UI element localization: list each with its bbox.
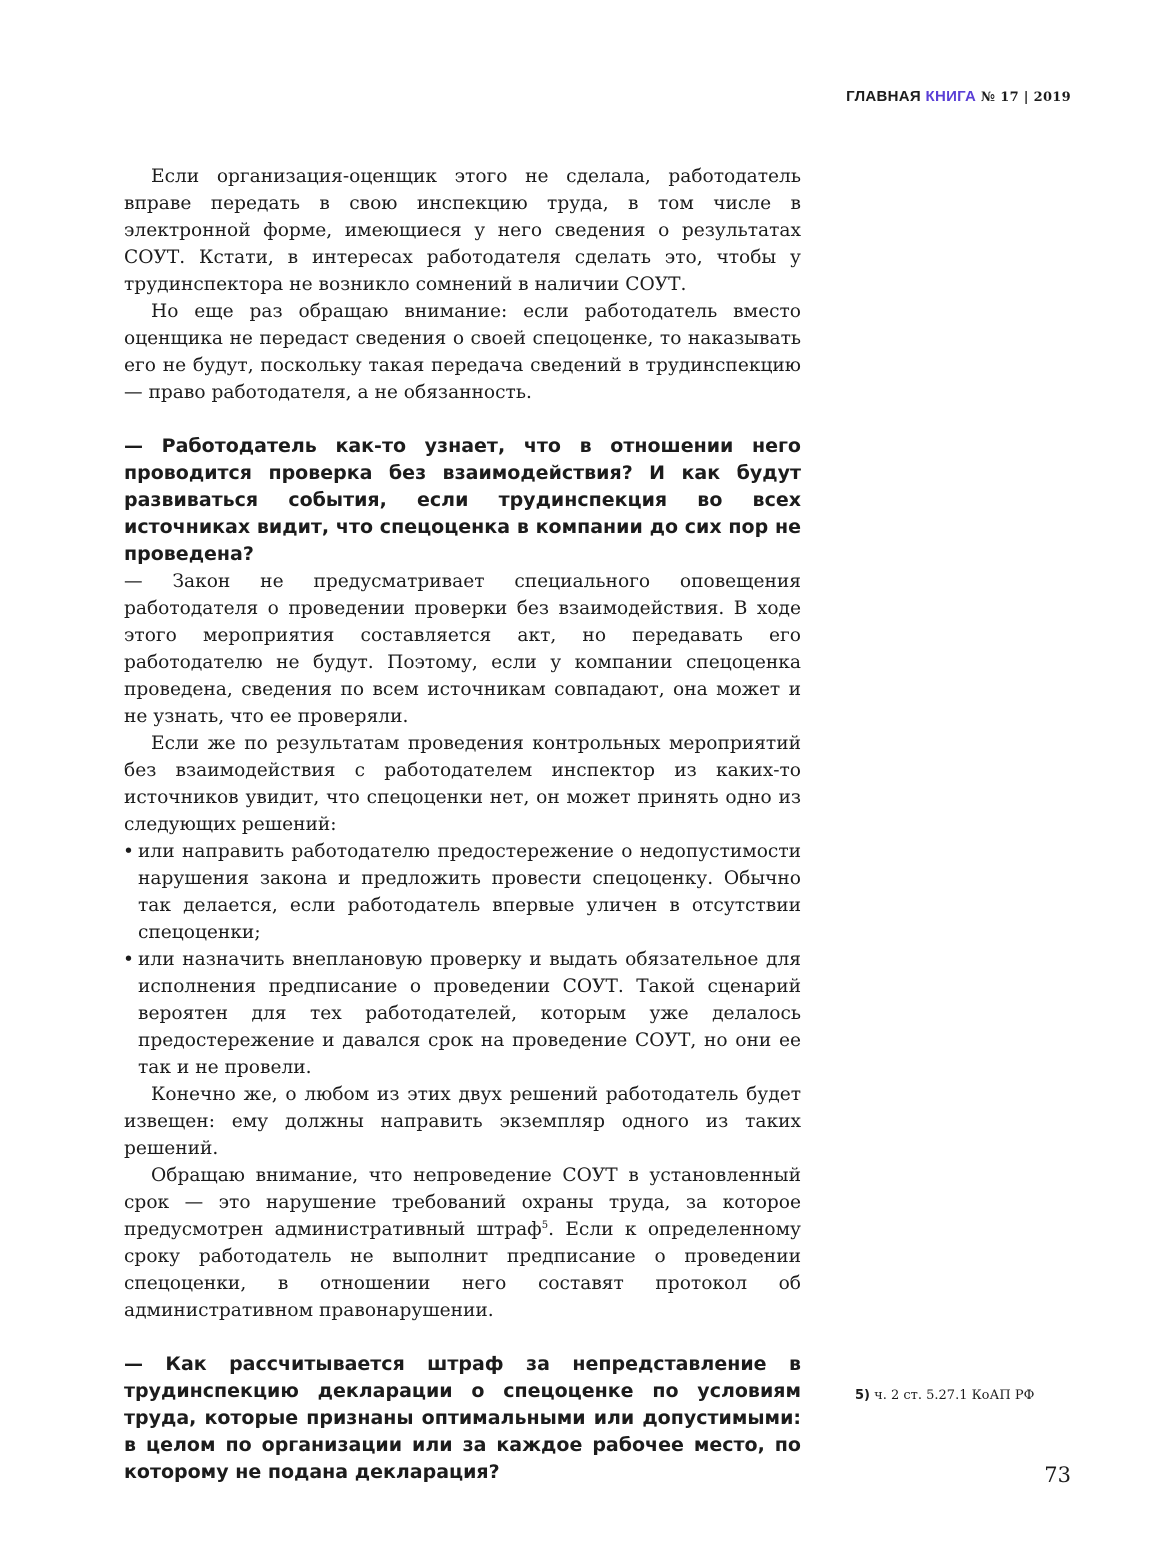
answer: — Закон не предусматривает специального оповещения работодателя о проведении проверки без взаимодействия. В ходе этого мероприятия составляется акт, но передавать его работодателю не будут. Поэтому, если у компании спецоценка проведена, сведения по всем источникам совпадают, она может и не узнать, что ее проверяли.: [124, 571, 801, 727]
paragraph-text: Обращаю внимание, что непроведение СОУТ в установленный срок — это нарушение требований охраны труда, за которое предусмотрен административный штраф: [124, 1165, 801, 1240]
bullet-item: • или направить работодателю предостережение о недопустимости нарушения закона и предложить провести спецоценку. Обычно так делается, если работодатель впервые уличен в отсутствии спецоценки;: [124, 838, 801, 946]
paragraph: Если же по результатам проведения контрольных мероприятий без взаимодействия с работодателем инспектор из каких-то источников увидит, что спецоценки нет, он может принять одно из следующих решений:: [124, 733, 801, 835]
bullet-item: • или назначить внеплановую проверку и выдать обязательное для исполнения предписание о проведении СОУТ. Такой сценарий вероятен для тех работодателей, которым уже делалось предостережение и давался срок на проведение СОУТ, но они ее так и не провели.: [124, 946, 801, 1081]
paragraph: Если организация-оценщик этого не сделала, работодатель вправе передать в свою инспекцию труда, в том числе в электронной форме, имеющиеся у него сведения о результатах СОУТ. Кстати, в интересах работодателя сделать это, чтобы у трудинспектора не возникло сомнений в наличии СОУТ.: [124, 166, 801, 295]
article-body: [124, 163, 801, 1486]
footnote-ref[interactable]: 5: [541, 1219, 549, 1231]
header-brand-accent: КНИГА: [925, 88, 977, 105]
footnote-marker: 5): [855, 1388, 870, 1403]
header-brand: ГЛАВНАЯ: [846, 88, 926, 105]
question: — Работодатель как-то узнает, что в отношении него проводится проверка без взаимодействия? И как будут развиваться события, если трудинспекция во всех источниках видит, что спецоценка в компании до сих пор не проведена?: [124, 435, 801, 565]
footnote-text: ч. 2 ст. 5.27.1 КоАП РФ: [870, 1388, 1035, 1403]
magazine-header: [846, 88, 1071, 105]
footnote: [855, 1388, 1034, 1403]
paragraph: [124, 1162, 801, 1324]
paragraph: Но еще раз обращаю внимание: если работодатель вместо оценщика не передаст сведения о своей спецоценке, то наказывать его не будут, поскольку такая передача сведений в трудинспекцию — право работодателя, а не обязанность.: [124, 301, 801, 403]
paragraph: Конечно же, о любом из этих двух решений работодатель будет извещен: ему должны направить экземпляр одного из таких решений.: [124, 1084, 801, 1159]
page-number: 73: [1044, 1463, 1071, 1487]
header-issue: № 17 | 2019: [976, 90, 1071, 105]
question: — Как рассчитывается штраф за непредставление в трудинспекцию декларации о спецоценке по условиям труда, которые признаны оптимальными или допустимыми: в целом по организации или за каждое рабочее место, по которому не подана декларация?: [124, 1353, 801, 1483]
paragraph-text: . Если к определенному сроку работодатель не выполнит предписание о проведении спецоценки, в отношении него составят протокол об административном правонарушении.: [124, 1219, 801, 1321]
